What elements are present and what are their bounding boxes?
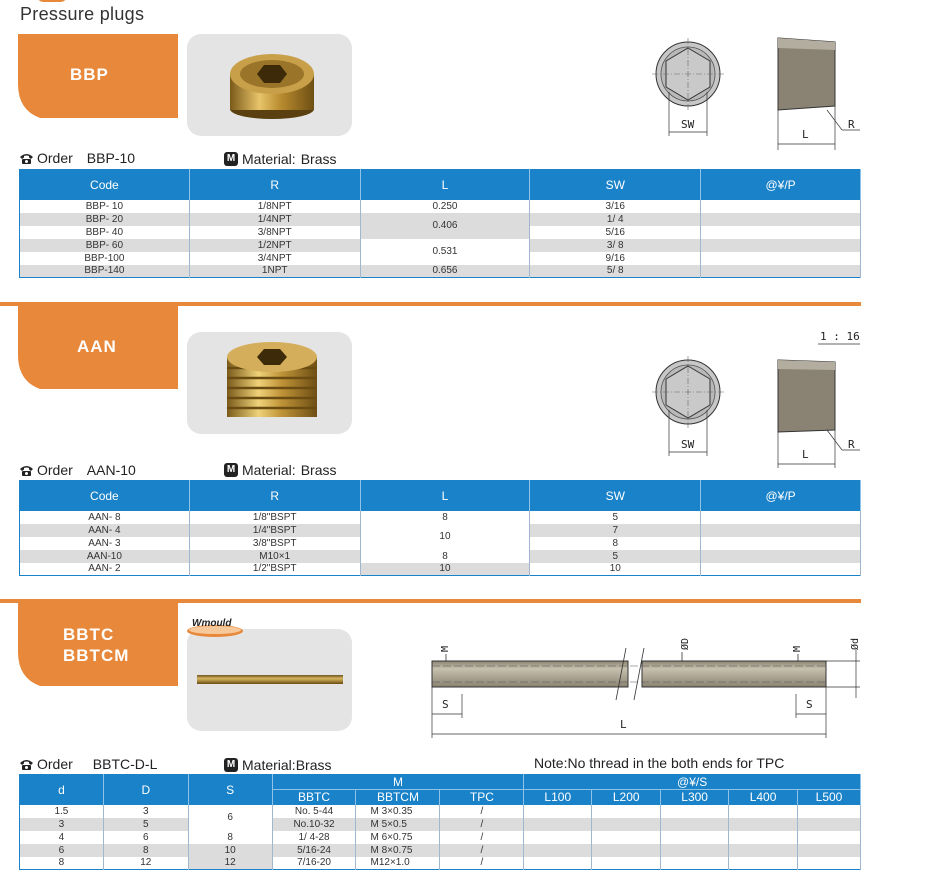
cell-price: [701, 239, 861, 252]
col-subheader: L400: [729, 790, 798, 805]
cell-code: AAN- 4: [20, 524, 190, 537]
table-row: [20, 524, 861, 537]
cell-l200: [592, 831, 661, 844]
material-label: Material:: [242, 757, 296, 773]
cell-d: 4: [20, 831, 104, 844]
cell-l300: [661, 805, 729, 818]
bbtc-diagram-s-left: S: [442, 698, 449, 711]
aan-badge: [0, 305, 180, 389]
order-code: AAN-10: [86, 462, 136, 478]
brass-plug-image: [187, 332, 352, 434]
phone-icon: [19, 152, 34, 165]
cell-code: BBP- 20: [20, 213, 190, 226]
table-header-row: [20, 775, 861, 790]
col-subheader: BBTCM: [356, 790, 440, 805]
col-subheader: L200: [592, 790, 661, 805]
col-header: SW: [530, 481, 701, 511]
table-row: [20, 857, 861, 870]
cell-code: BBP-140: [20, 265, 190, 278]
cell-l100: [524, 857, 592, 870]
cell-l500: [798, 805, 861, 818]
brass-plug-image: [187, 34, 352, 136]
cell-sw: 5: [530, 511, 701, 524]
cell-r: 3/4NPT: [189, 252, 360, 265]
bbp-diagram-l-label: L: [802, 128, 809, 141]
col-subheader: BBTC: [272, 790, 356, 805]
cell-code: BBP- 60: [20, 239, 190, 252]
col-subheader: L500: [798, 790, 861, 805]
aan-product-photo: [187, 332, 352, 434]
cell-r: 1/2NPT: [189, 239, 360, 252]
cell-code: AAN-10: [20, 550, 190, 563]
col-subheader: L100: [524, 790, 592, 805]
bbp-material-line: [224, 151, 336, 167]
bbp-spec-table: [19, 169, 861, 278]
table-row: [20, 213, 861, 226]
cell-l: 0.656: [360, 265, 530, 278]
cell-r: 1/2"BSPT: [189, 563, 360, 576]
cell-code: BBP- 10: [20, 200, 190, 213]
cell-l500: [798, 818, 861, 831]
cell-code: AAN- 3: [20, 537, 190, 550]
cell-sw: 7: [530, 524, 701, 537]
cell-bbtcm: M 3×0.35: [356, 805, 440, 818]
cell-l400: [729, 805, 798, 818]
table-row: [20, 844, 861, 857]
col-header: L: [360, 170, 530, 200]
cell-price: [701, 537, 861, 550]
cell-d: 6: [20, 844, 104, 857]
col-header: R: [189, 481, 360, 511]
material-value: Brass: [300, 151, 337, 167]
material-icon: M: [224, 152, 238, 166]
cell-l100: [524, 844, 592, 857]
cell-s: 10: [188, 844, 272, 857]
cell-sw: 5/16: [530, 226, 701, 239]
cell-tpc: /: [440, 857, 524, 870]
table-row: [20, 265, 861, 278]
cell-sw: 5: [530, 550, 701, 563]
cell-l500: [798, 844, 861, 857]
cell-bbtc: 1/ 4-28: [272, 831, 356, 844]
cell-l100: [524, 805, 592, 818]
aan-badge-label: AAN: [77, 337, 117, 356]
table-row: [20, 511, 861, 524]
cell-l200: [592, 805, 661, 818]
cell-bbtc: 7/16-20: [272, 857, 356, 870]
bbp-badge-label: BBP: [70, 65, 109, 84]
bbtc-diagram-m-right: M: [792, 645, 803, 652]
cell-l300: [661, 818, 729, 831]
cell-bbtcm: M 5×0.5: [356, 818, 440, 831]
col-header: D: [103, 775, 188, 805]
cell-l: 8: [360, 550, 530, 563]
col-header: @¥/P: [701, 170, 861, 200]
cell-r: 1NPT: [189, 265, 360, 278]
cell-price: [701, 550, 861, 563]
table-row: [20, 239, 861, 252]
cell-l: 10: [360, 563, 530, 576]
cell-l500: [798, 831, 861, 844]
cell-s: 12: [188, 857, 272, 870]
col-subheader: TPC: [440, 790, 524, 805]
table-header-row: [20, 170, 861, 200]
cell-l400: [729, 844, 798, 857]
cell-l300: [661, 857, 729, 870]
cell-sw: 3/16: [530, 200, 701, 213]
cell-price: [701, 563, 861, 576]
cell-sw: 9/16: [530, 252, 701, 265]
bbtc-note: Note:No thread in the both ends for TPC: [534, 755, 785, 771]
col-header: S: [188, 775, 272, 805]
phone-icon: [19, 758, 34, 771]
table-row: [20, 563, 861, 576]
cell-d: 3: [20, 818, 104, 831]
cell-sw: 5/ 8: [530, 265, 701, 278]
cell-D: 5: [103, 818, 188, 831]
bbtc-product-photo: [187, 629, 352, 731]
cell-l: 0.531: [360, 239, 530, 265]
table-row: [20, 200, 861, 213]
order-label: Order: [37, 462, 73, 478]
material-icon: M: [224, 758, 238, 772]
col-header: d: [20, 775, 104, 805]
cell-price: [701, 226, 861, 239]
cell-sw: 1/ 4: [530, 213, 701, 226]
col-header: Code: [20, 481, 190, 511]
phone-icon: [19, 464, 34, 477]
bbp-diagram-sw-label: SW: [681, 118, 695, 131]
aan-diagram-l-label: L: [802, 448, 809, 461]
cell-d: 8: [20, 857, 104, 870]
table-row: [20, 550, 861, 563]
bbtc-spec-table: [19, 774, 861, 870]
col-header: R: [189, 170, 360, 200]
bbtc-order-line: [19, 756, 157, 772]
aan-material-line: [224, 462, 336, 478]
aan-diagram-sw-label: SW: [681, 438, 695, 451]
cell-l400: [729, 857, 798, 870]
cell-r: 3/8"BSPT: [189, 537, 360, 550]
cell-r: M10×1: [189, 550, 360, 563]
cell-D: 3: [103, 805, 188, 818]
cell-tpc: /: [440, 818, 524, 831]
cell-sw: 3/ 8: [530, 239, 701, 252]
cell-l200: [592, 818, 661, 831]
cell-l200: [592, 857, 661, 870]
bbtc-diagram-od-small-label: Ød: [850, 637, 861, 650]
col-header: SW: [530, 170, 701, 200]
table-row: [20, 818, 861, 831]
cell-sw: 10: [530, 563, 701, 576]
col-header: @¥/P: [701, 481, 861, 511]
cell-l: 0.406: [360, 213, 530, 239]
cell-r: 3/8NPT: [189, 226, 360, 239]
cell-bbtc: 5/16-24: [272, 844, 356, 857]
cell-d: 1.5: [20, 805, 104, 818]
bbtc-badge: [0, 602, 180, 686]
cell-D: 12: [103, 857, 188, 870]
title-tab-decoration: [36, 0, 68, 2]
cell-price: [701, 511, 861, 524]
bbp-order-line: [19, 150, 135, 166]
cell-bbtcm: M12×1.0: [356, 857, 440, 870]
cell-s: 6: [188, 805, 272, 831]
order-label: Order: [37, 150, 73, 166]
bbp-badge: [0, 34, 180, 118]
wmould-logo: [186, 618, 244, 638]
cell-price: [701, 200, 861, 213]
cell-l400: [729, 818, 798, 831]
bbtc-diagram-l-label: L: [620, 718, 627, 731]
order-code: BBTC-D-L: [92, 756, 158, 772]
cell-l300: [661, 831, 729, 844]
cell-r: 1/4NPT: [189, 213, 360, 226]
col-header: Code: [20, 170, 190, 200]
cell-r: 1/4"BSPT: [189, 524, 360, 537]
badge-line-1: BBTC: [63, 625, 115, 644]
cell-price: [701, 524, 861, 537]
badge-line-2: BBTCM: [63, 646, 130, 665]
order-label: Order: [37, 756, 73, 772]
col-header: @¥/S: [524, 775, 861, 790]
bbtc-material-line: [224, 757, 331, 773]
bbtc-diagram-m-left: M: [440, 645, 451, 652]
cell-code: AAN- 8: [20, 511, 190, 524]
cell-bbtc: No. 5-44: [272, 805, 356, 818]
aan-technical-diagram: [650, 326, 870, 472]
cell-l200: [592, 844, 661, 857]
cell-l100: [524, 818, 592, 831]
material-value: Brass: [295, 757, 332, 773]
aan-spec-table: [19, 480, 861, 576]
aan-order-line: [19, 462, 136, 478]
page-title: Pressure plugs: [20, 4, 145, 24]
brass-rod-image: [187, 629, 352, 731]
bbp-product-photo: [187, 34, 352, 136]
cell-l: 0.250: [360, 200, 530, 213]
logo-text: Wmould: [192, 618, 232, 629]
bbp-technical-diagram: [650, 32, 870, 152]
material-label: Material:: [242, 462, 296, 478]
material-value: Brass: [300, 462, 337, 478]
cell-s: 8: [188, 831, 272, 844]
material-label: Material:: [242, 151, 296, 167]
table-row: [20, 831, 861, 844]
bbp-diagram-r-label: R: [848, 118, 855, 131]
cell-sw: 8: [530, 537, 701, 550]
cell-bbtc: No.10-32: [272, 818, 356, 831]
cell-l100: [524, 831, 592, 844]
cell-tpc: /: [440, 844, 524, 857]
cell-price: [701, 213, 861, 226]
bbtc-technical-diagram: [420, 628, 870, 743]
aan-diagram-r-label: R: [848, 438, 855, 451]
bbtc-diagram-od-label: ØD: [680, 637, 691, 650]
order-code: BBP-10: [86, 150, 136, 166]
cell-price: [701, 265, 861, 278]
cell-l400: [729, 831, 798, 844]
cell-l: 10: [360, 524, 530, 550]
cell-l500: [798, 857, 861, 870]
material-icon: M: [224, 463, 238, 477]
cell-l: 8: [360, 511, 530, 524]
col-subheader: L300: [661, 790, 729, 805]
cell-code: AAN- 2: [20, 563, 190, 576]
cell-l300: [661, 844, 729, 857]
cell-bbtcm: M 6×0.75: [356, 831, 440, 844]
cell-tpc: /: [440, 831, 524, 844]
table-header-row: [20, 481, 861, 511]
aan-diagram-taper-label: 1 : 16: [820, 330, 860, 343]
cell-code: BBP- 40: [20, 226, 190, 239]
cell-code: BBP-100: [20, 252, 190, 265]
cell-r: 1/8NPT: [189, 200, 360, 213]
col-header: L: [360, 481, 530, 511]
table-row: [20, 805, 861, 818]
cell-tpc: /: [440, 805, 524, 818]
cell-D: 8: [103, 844, 188, 857]
cell-price: [701, 252, 861, 265]
bbtc-badge-label: [63, 624, 129, 666]
cell-r: 1/8"BSPT: [189, 511, 360, 524]
bbtc-diagram-s-right: S: [806, 698, 813, 711]
col-header: M: [272, 775, 524, 790]
cell-bbtcm: M 8×0.75: [356, 844, 440, 857]
cell-D: 6: [103, 831, 188, 844]
